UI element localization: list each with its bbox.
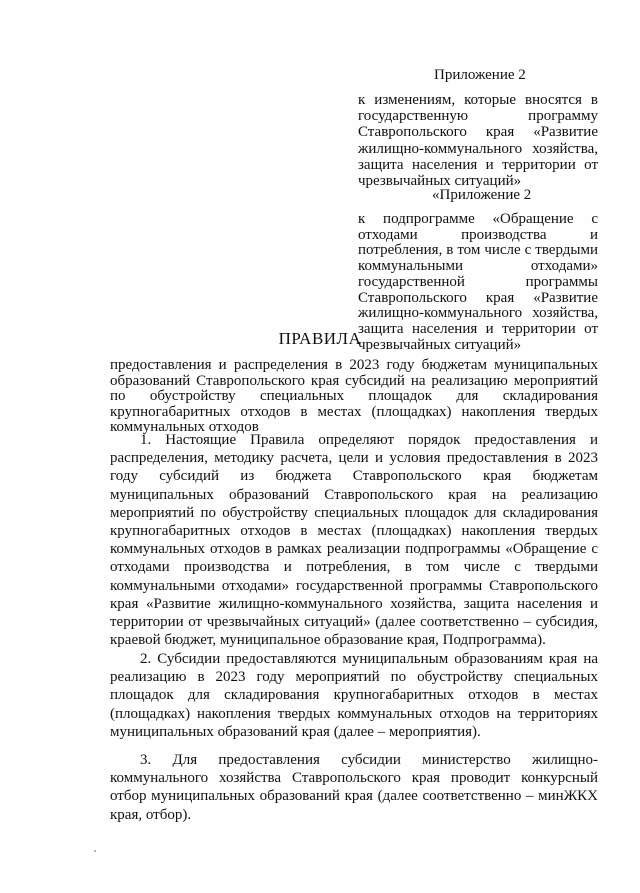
rules-heading: ПРАВИЛА: [278, 329, 362, 348]
appendix-title: Приложение 2: [434, 67, 526, 83]
paragraph-1: 1. Настоящие Правила определяют порядок предоставления и распределения, методику расчета, цели и условия предоставления в 2023 году субсидий из бюджета Ставропольского края бюджетам муниципальных образований Ставропольского края на реализацию мероприятий по обустройству специальных площадок для складирования крупногабаритных отходов в местах (площадках) накопления твердых коммунальных отходов в рамках реализации подпрограммы «Обращение с отходами производства и потребления, в том числе с твердыми коммунальными отходами» государственной программы Ставропольского края «Развитие жилищно-коммунального хозяйства, защита населения и территории от чрезвычайных ситуаций» (далее соответственно – субсидия, краевой бюджет, муниципальное образование края, Подпрограмма).: [110, 432, 598, 649]
rules-subtitle: предоставления и распределения в 2023 году бюджетам муниципальных образований Ставропольского края субсидий на реализацию мероприятий по обустройству специальных площадок для складирования крупногабаритных отходов в местах (площадках) накопления твердых коммунальных отходов: [110, 357, 598, 436]
inner-appendix-title: «Приложение 2: [432, 187, 532, 203]
appendix-reference: к изменениям, которые вносятся в государственную программу Ставропольского края «Развитие жилищно-коммунального хозяйства, защита населения и территории от чрезвычайных ситуаций»: [358, 92, 598, 190]
paragraph-3: 3. Для предоставления субсидии министерство жилищно-коммунального хозяйства Ставропольского края проводит конкурсный отбор муниципальных образований края (далее соответственно – минЖКХ края, отбор).: [110, 752, 598, 823]
scan-speck: [94, 850, 96, 852]
paragraph-2: 2. Субсидии предоставляются муниципальным образованиям края на реализацию в 2023 году мероприятий по обустройству специальных площадок для складирования крупногабаритных отходов в местах (площадках) накопления твердых коммунальных отходов на территориях муниципальных образований края (далее – мероприятия).: [110, 651, 598, 740]
inner-appendix-reference: к подпрограмме «Обращение с отходами производства и потребления, в том числе с твердыми коммунальными отходами» государственной программы Ставропольского края «Развитие жилищно-коммунального хозяйства, защита населения и территории от чрезвычайных ситуаций»: [358, 211, 598, 353]
